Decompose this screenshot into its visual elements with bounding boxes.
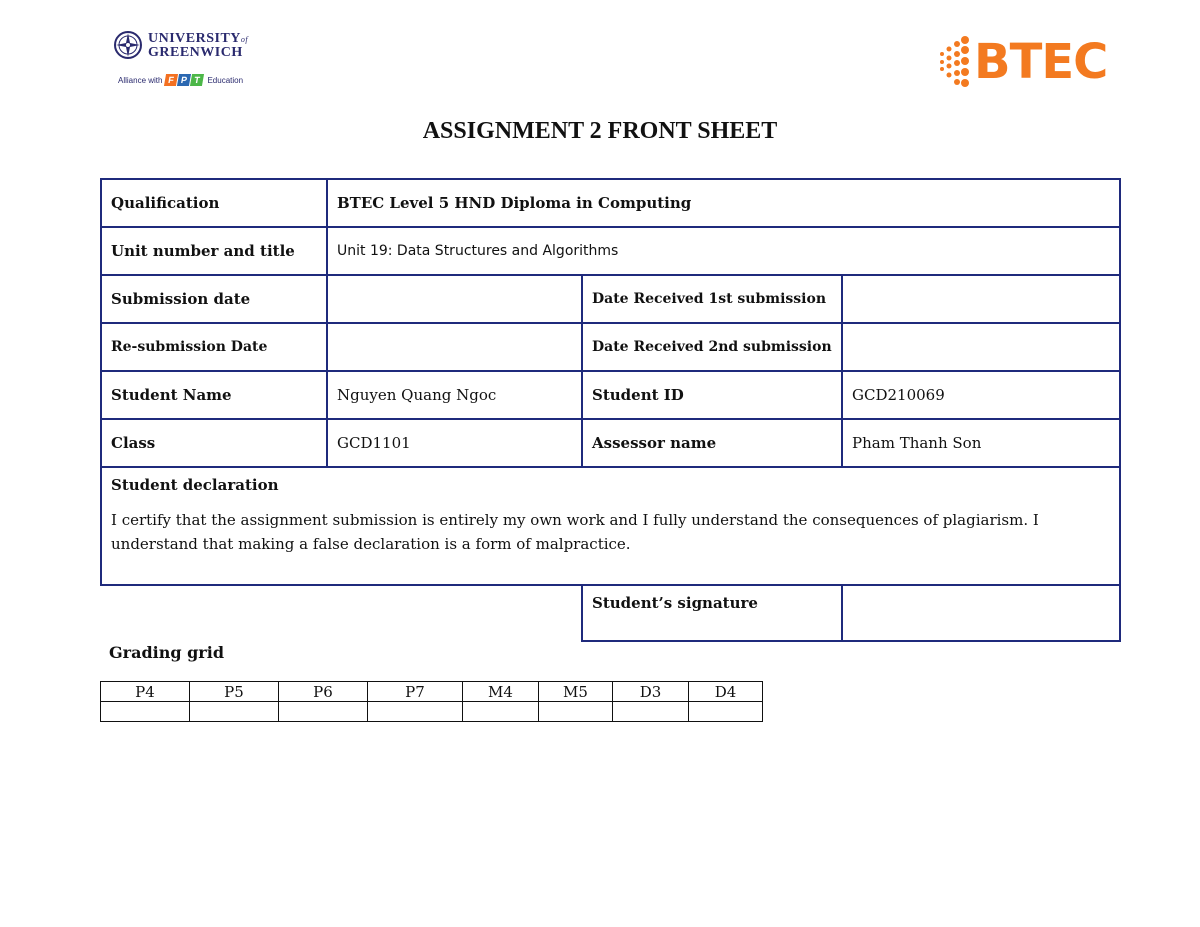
grade-header-d4: D4 — [689, 682, 763, 702]
grading-value-row — [101, 702, 763, 722]
student-id-value: GCD210069 — [842, 371, 1120, 419]
grade-cell-p6[interactable] — [279, 702, 368, 722]
student-id-label: Student ID — [582, 371, 842, 419]
btec-logo-text: BTEC — [974, 34, 1108, 90]
grade-cell-p7[interactable] — [368, 702, 463, 722]
grade-header-d3: D3 — [613, 682, 689, 702]
grade-cell-d3[interactable] — [613, 702, 689, 722]
signature-label: Student’s signature — [582, 585, 842, 641]
student-name-value: Nguyen Quang Ngoc — [327, 371, 582, 419]
crest-icon — [113, 30, 143, 60]
qualification-label: Qualification — [101, 179, 327, 227]
grade-header-p4: P4 — [101, 682, 190, 702]
date-received-1-field[interactable] — [842, 275, 1120, 323]
date-received-2-field[interactable] — [842, 323, 1120, 371]
submission-row — [101, 275, 1120, 323]
assessor-value: Pham Thanh Son — [842, 419, 1120, 467]
front-sheet-table — [100, 178, 1121, 642]
class-row — [101, 419, 1120, 467]
grading-grid-table — [100, 681, 763, 722]
grading-grid-label: Grading grid — [109, 643, 224, 662]
declaration-text: I certify that the assignment submission is entirely my own work and I fully understand the consequences of plagiarism. I understand that making a false declaration is a form of malpractice. — [111, 511, 1039, 553]
unit-value: Unit 19: Data Structures and Algorithms — [327, 227, 1120, 275]
btec-dots-icon — [936, 35, 972, 89]
resubmission-date-field[interactable] — [327, 323, 582, 371]
grade-cell-p4[interactable] — [101, 702, 190, 722]
assessor-label: Assessor name — [582, 419, 842, 467]
grade-header-p6: P6 — [279, 682, 368, 702]
grade-header-m4: M4 — [463, 682, 539, 702]
grade-header-m5: M5 — [539, 682, 613, 702]
signature-spacer — [101, 585, 582, 641]
grading-header-row — [101, 682, 763, 702]
qualification-value: BTEC Level 5 HND Diploma in Computing — [327, 179, 1120, 227]
page-title: ASSIGNMENT 2 FRONT SHEET — [422, 118, 778, 144]
declaration-cell — [101, 467, 1120, 585]
student-name-label: Student Name — [101, 371, 327, 419]
fpt-logo: F P T — [165, 74, 204, 86]
signature-field[interactable] — [842, 585, 1120, 641]
grade-header-p5: P5 — [190, 682, 279, 702]
alliance-with-fpt: Alliance with F P T Education — [118, 75, 244, 85]
grade-cell-m5[interactable] — [539, 702, 613, 722]
date-received-2-label: Date Received 2nd submission — [582, 323, 842, 371]
grade-cell-m4[interactable] — [463, 702, 539, 722]
unit-row — [101, 227, 1120, 275]
declaration-heading: Student declaration — [111, 476, 279, 494]
unit-label: Unit number and title — [101, 227, 327, 275]
student-row — [101, 371, 1120, 419]
qualification-row — [101, 179, 1120, 227]
submission-date-field[interactable] — [327, 275, 582, 323]
date-received-1-label: Date Received 1st submission — [582, 275, 842, 323]
declaration-row — [101, 467, 1120, 585]
grade-header-p7: P7 — [368, 682, 463, 702]
resubmission-date-label: Re-submission Date — [101, 323, 327, 371]
class-label: Class — [101, 419, 327, 467]
submission-date-label: Submission date — [101, 275, 327, 323]
university-of-greenwich-logo — [113, 30, 253, 94]
resubmission-row — [101, 323, 1120, 371]
class-value: GCD1101 — [327, 419, 582, 467]
logo-university-text: UNIVERSITYof — [148, 30, 249, 46]
logo-greenwich-text: GREENWICH — [148, 44, 243, 60]
grade-cell-d4[interactable] — [689, 702, 763, 722]
signature-row — [101, 585, 1120, 641]
btec-logo — [936, 32, 1120, 92]
grade-cell-p5[interactable] — [190, 702, 279, 722]
